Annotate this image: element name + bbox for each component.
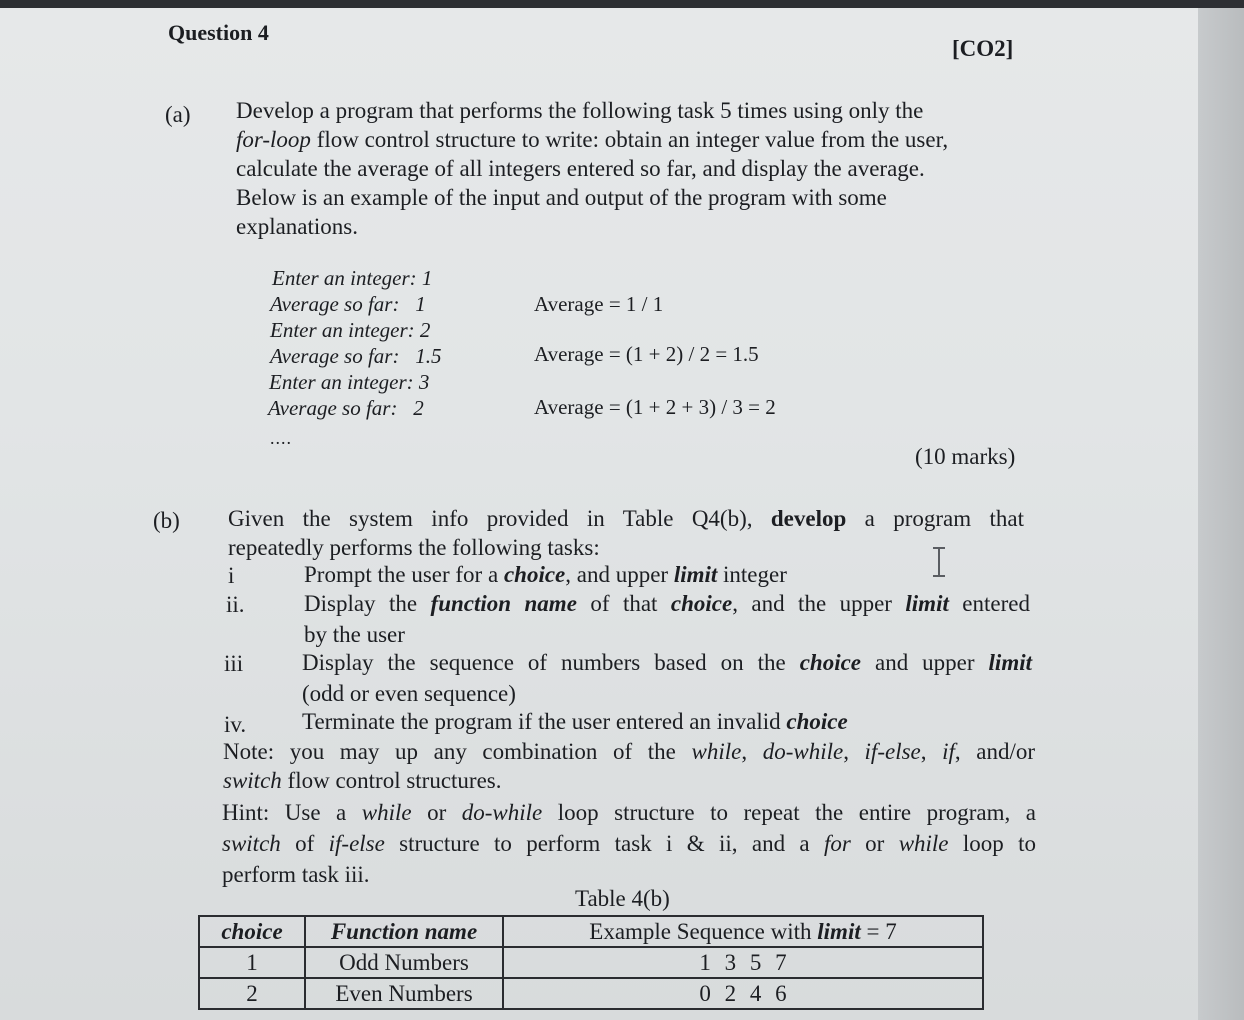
- table-cell: Even Numbers: [305, 978, 503, 1009]
- choice-table: [198, 915, 984, 1010]
- part-b-intro: [228, 504, 1024, 562]
- task-number: iii: [224, 651, 244, 676]
- question-title: Question 4: [168, 20, 269, 45]
- task-text: Display the function name of that choice, and the upper limit entered by the user: [304, 591, 1030, 647]
- task-text: Terminate the program if the user entered an invalid choice: [302, 709, 848, 734]
- course-outcome: [CO2]: [952, 36, 1014, 61]
- io-line: Average so far: 2: [268, 396, 424, 420]
- calc-line: Average = 1 / 1: [534, 292, 664, 316]
- part-a-line: Develop a program that performs the following task 5 times using only the: [236, 98, 924, 123]
- table-cell: 2: [199, 978, 305, 1009]
- part-a-line: calculate the average of all integers entered so far, and display the average.: [236, 156, 925, 181]
- part-a-text: [236, 96, 1020, 241]
- ellipsis: ....: [270, 428, 292, 448]
- task-number: iv.: [224, 712, 247, 737]
- part-b-label: (b): [153, 508, 180, 533]
- table-row: [199, 978, 983, 1009]
- note: Note: you may up any combination of the while, do-while, if-else, if, and/or switch flow control structures.: [223, 739, 1036, 793]
- part-a-label: (a): [165, 102, 191, 127]
- hint: Hint: Use a while or do-while loop structure to repeat the entire program, a switch of if-else structure to perform task i & ii, and a for or while loop to perform task iii.: [222, 800, 1036, 887]
- table-cell: 1 3 5 7: [503, 947, 983, 978]
- table-header: Function name: [305, 916, 503, 947]
- part-b-intro-line: Given the system info provided in Table Q4(b), develop a program that: [228, 506, 1024, 531]
- top-border: [0, 0, 1244, 8]
- table-header-row: [199, 916, 983, 947]
- table-cell: 0 2 4 6: [503, 978, 983, 1009]
- task-number: i: [228, 563, 235, 588]
- task-number: ii.: [226, 592, 245, 617]
- io-line: Enter an integer: 3: [269, 370, 430, 394]
- table-header: choice: [199, 916, 305, 947]
- part-b-intro-line: repeatedly performs the following tasks:: [228, 535, 600, 560]
- page-edge: [1198, 0, 1244, 1020]
- calc-line: Average = (1 + 2) / 2 = 1.5: [534, 342, 759, 366]
- table-cell: Odd Numbers: [305, 947, 503, 978]
- part-a-line: Below is an example of the input and output of the program with some: [236, 185, 887, 210]
- part-a-line: for-loop flow control structure to write: obtain an integer value from the user,: [236, 127, 949, 152]
- calc-line: Average = (1 + 2 + 3) / 3 = 2: [534, 395, 776, 419]
- table-row: [199, 947, 983, 978]
- io-line: Average so far: 1.5: [270, 344, 442, 368]
- table-header: Example Sequence with limit = 7: [503, 916, 983, 947]
- table-cell: 1: [199, 947, 305, 978]
- task-text: Display the sequence of numbers based on the choice and upper limit (odd or even sequence): [302, 650, 1032, 706]
- text-cursor-icon: [930, 546, 948, 578]
- marks: (10 marks): [915, 444, 1016, 469]
- table-caption: Table 4(b): [575, 886, 670, 911]
- io-line: Enter an integer: 1: [272, 266, 433, 290]
- io-line: Average so far: 1: [270, 292, 426, 316]
- task-text: Prompt the user for a choice, and upper limit integer: [304, 562, 787, 587]
- part-a-line: explanations.: [236, 214, 358, 239]
- io-line: Enter an integer: 2: [270, 318, 431, 342]
